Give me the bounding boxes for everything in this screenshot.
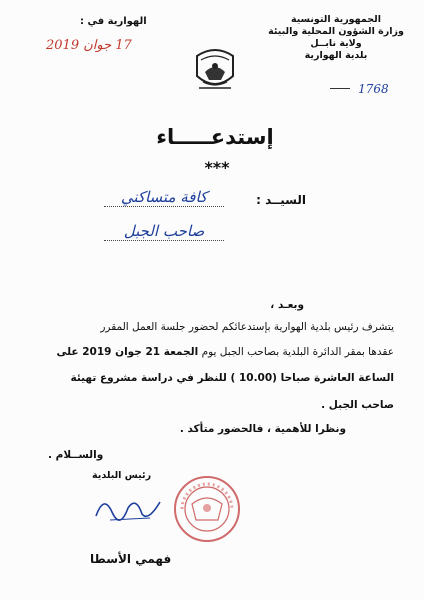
salam: والســلام . (48, 449, 104, 461)
recipient-name: كافة متساكني (104, 188, 224, 207)
paragraph-line-4: صاحب الجبل . (321, 399, 394, 411)
header-line-municipality: بلدية الهوارية (304, 50, 368, 61)
paragraph-line-3: الساعة العاشرة صباحا (10.00 ) للنظر في دراسة مشروع تهيئة (70, 372, 394, 384)
header-authority-block (266, 14, 406, 62)
official-stamp-icon (172, 474, 242, 544)
closing-line: ونظرا للأهمية ، فالحضور متأكد . (179, 423, 346, 435)
place-date-label: الهوارية في : (80, 16, 147, 27)
paragraph-line-2 (56, 345, 394, 360)
greeting: وبعـد ، (270, 299, 304, 311)
header-line-republic: الجمهورية التونسية (291, 14, 381, 25)
recipient-place: صاحب الجبل (104, 222, 224, 241)
reference-number-area (330, 78, 389, 97)
municipal-emblem-icon (193, 42, 237, 98)
header-line-governorate: ولاية نابــل (310, 38, 362, 49)
title-stars: *** (204, 158, 230, 177)
document-title: إستدعـــــاء (156, 125, 274, 149)
mayor-name: فهمي الأسطا (90, 552, 172, 566)
mayor-title: رئيس البلدية (92, 470, 152, 481)
handwritten-date: 17 جوان 2019 (46, 38, 132, 53)
paragraph-line-2-bold: الجمعة 21 جوان 2019 على (56, 346, 199, 358)
reference-number: 1768 (358, 82, 389, 96)
header-line-ministry: وزارة الشؤون المحلية والبيئة (268, 26, 404, 37)
paragraph-line-1: يتشرف رئيس بلدية الهوارية بإستدعائكم لحضور جلسة العمل المقرر (100, 321, 394, 333)
reference-dash (330, 88, 350, 89)
signature-icon (90, 488, 170, 528)
paragraph-line-2-plain: عقدها بمقر الدائرة البلدية بصاحب الجبل يوم (201, 346, 394, 358)
recipient-label: السيــد : (256, 193, 306, 207)
